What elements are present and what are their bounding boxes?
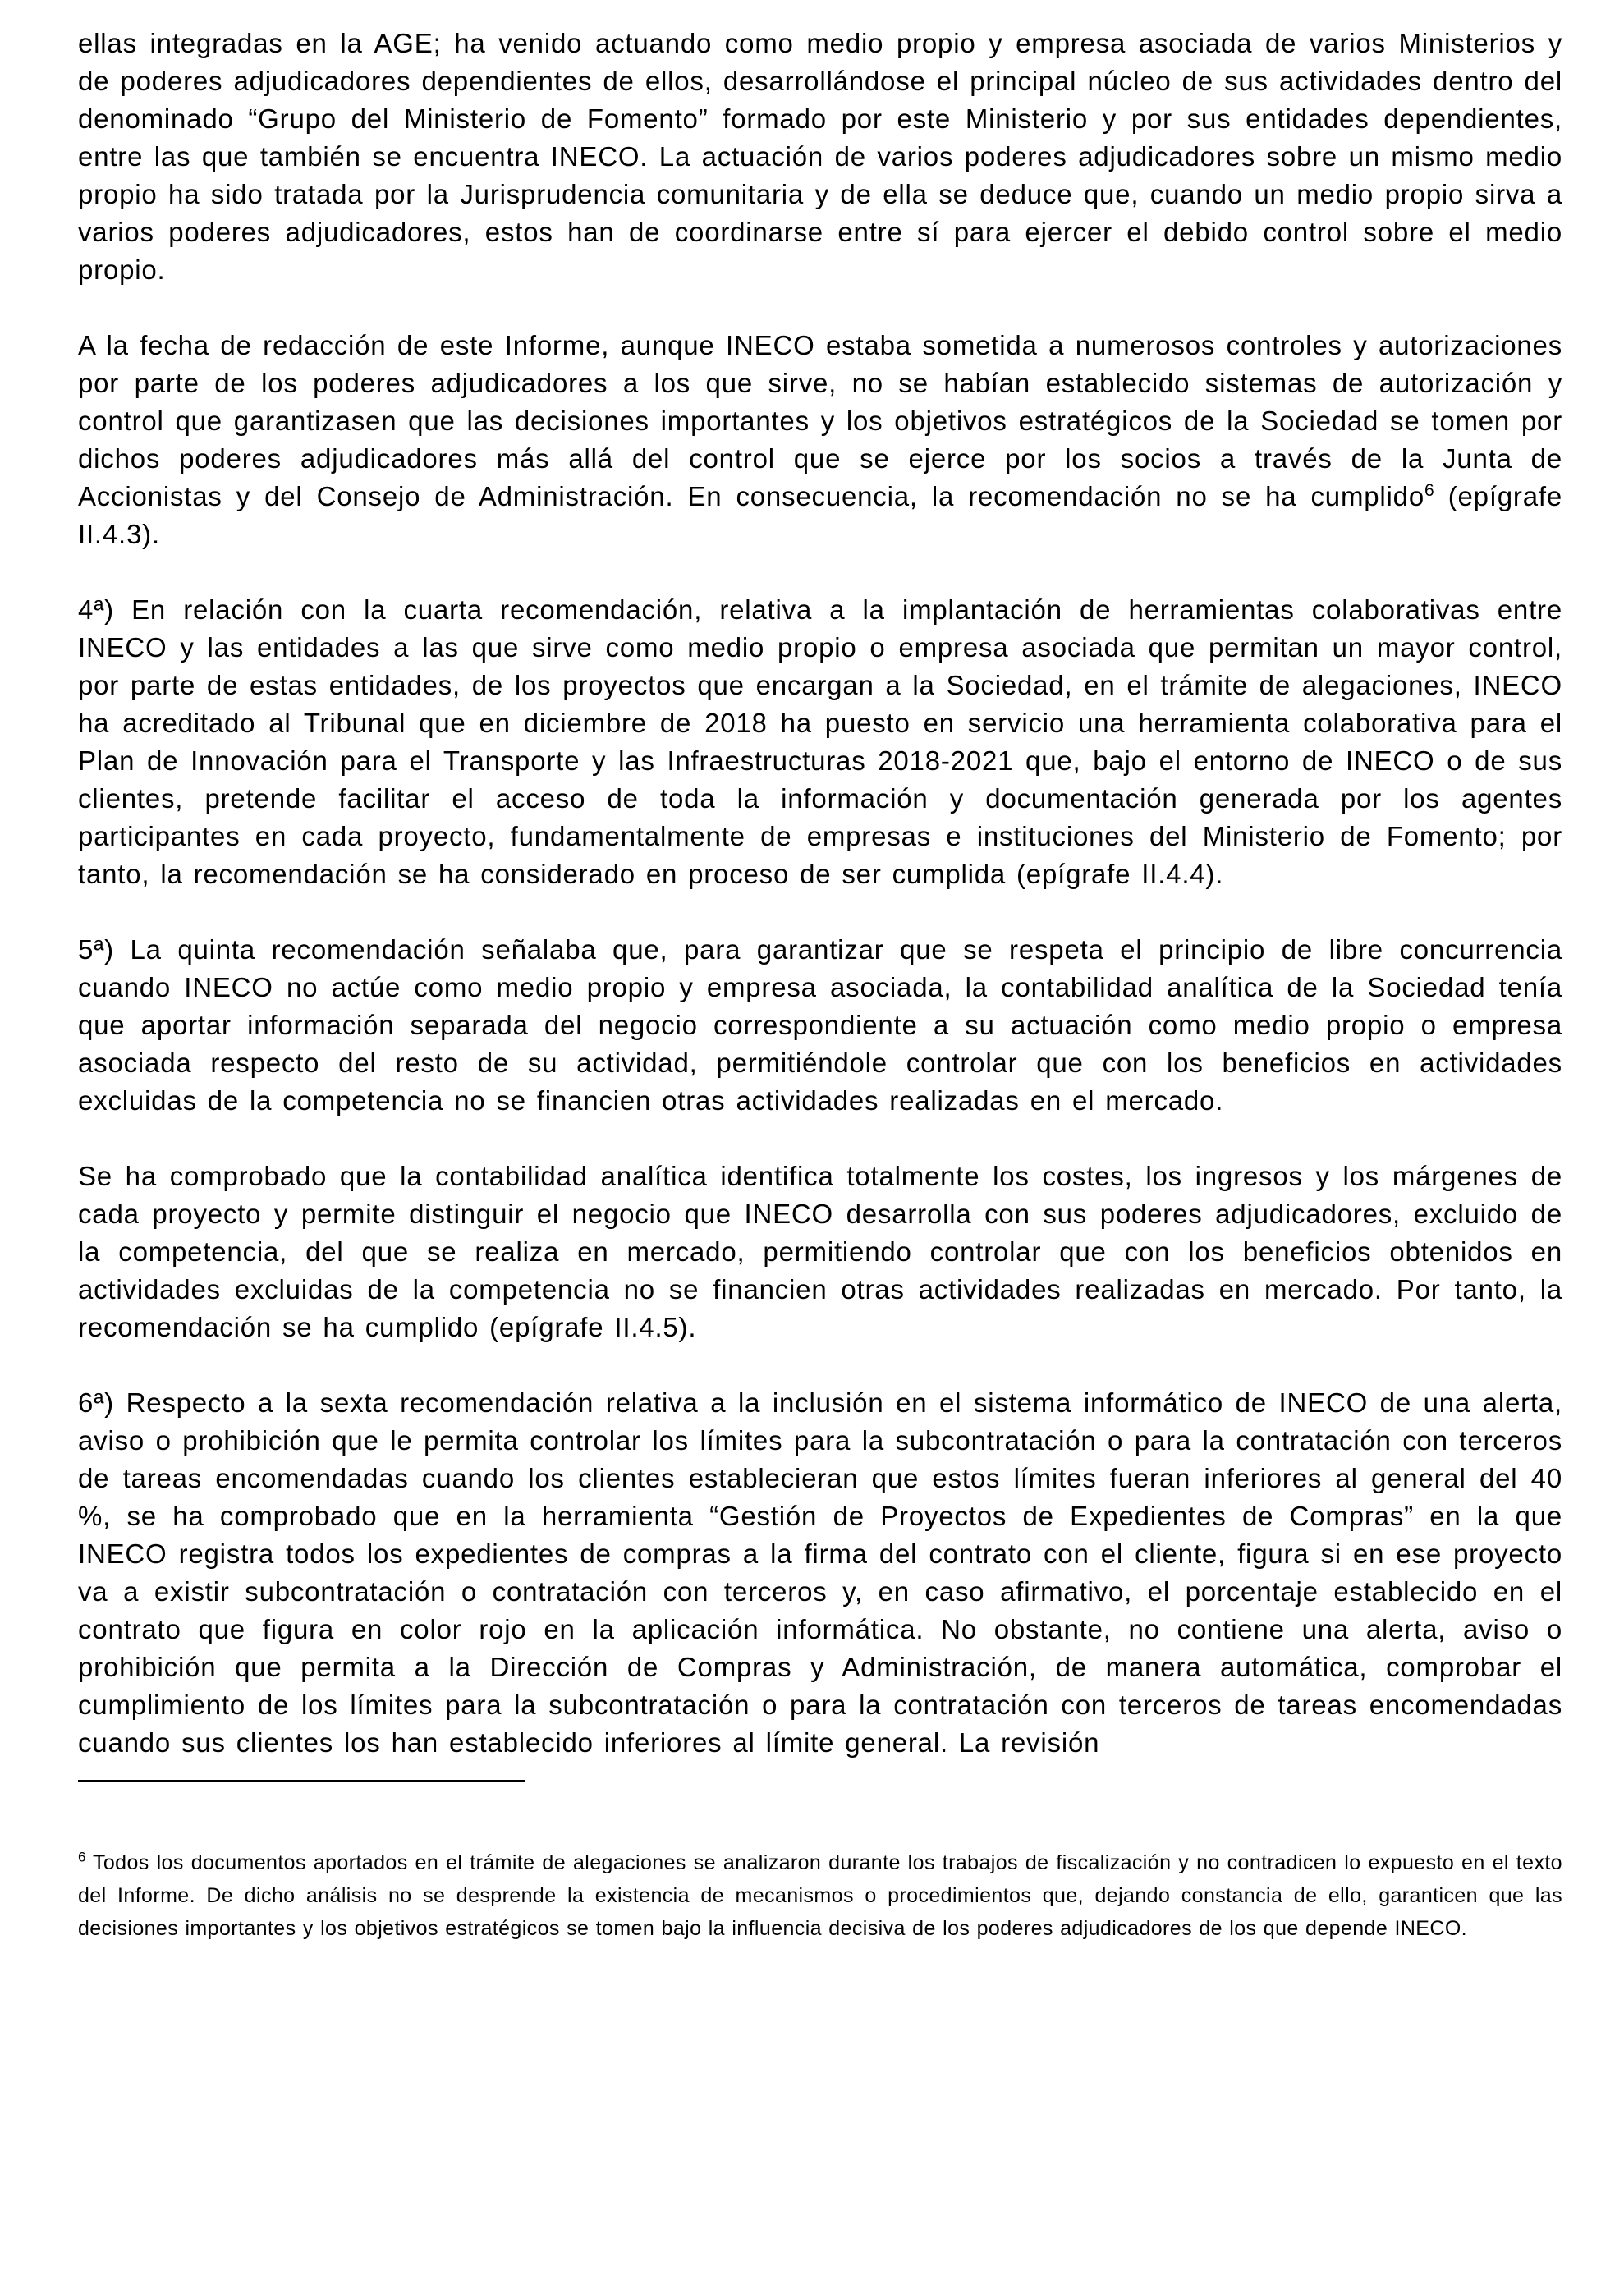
paragraph-recomendacion-3-tail: (epígrafe II.4.3). [78,481,1562,549]
footnote-6-marker: 6 [78,1849,86,1865]
footnote-separator-rule [78,1780,525,1782]
paragraph-recomendacion-3-resultado [78,327,1562,553]
footnote-6-text: Todos los documentos aportados en el trámite de alegaciones se analizaron durante los trabajos de fiscalización y no contradicen lo expuesto en el texto del Informe. De dicho análisis no se desprende la existencia de mecanismos o procedimientos que, dejando constancia de ello, garanticen que las decisiones importantes y los objetivos estratégicos se tomen bajo la influencia decisiva de los poderes adjudicadores de los que depende INECO. [78,1851,1562,1940]
footnote-reference-6: 6 [1424,481,1434,500]
paragraph-recomendacion-3-text: A la fecha de redacción de este Informe, aunque INECO estaba sometida a numerosos controles y autorizaciones por parte de los poderes adjudicadores a los que sirve, no se habían establecido sistemas de autorización y control que garantizasen que las decisiones importantes y los objetivos estratégicos de la Sociedad se tomen por dichos poderes adjudicadores más allá del control que se ejerce por los socios a través de la Junta de Accionistas y del Consejo de Administración. En consecuencia, la recomendación no se ha cumplido [78,330,1562,511]
footnote-6 [78,1846,1562,1945]
paragraph-recomendacion-5-resultado: Se ha comprobado que la contabilidad analítica identifica totalmente los costes, los ingresos y los márgenes de cada proyecto y permite distinguir el negocio que INECO desarrolla con sus poderes adjudicadores, excluido de la competencia, del que se realiza en mercado, permitiendo controlar que con los beneficios obtenidos en actividades excluidas de la competencia no se financien otras actividades realizadas en mercado. Por tanto, la recomendación se ha cumplido (epígrafe II.4.5). [78,1161,1562,1342]
body-text-block [78,25,1562,1762]
paragraph-recomendacion-5: 5ª) La quinta recomendación señalaba que, para garantizar que se respeta el principio de libre concurrencia cuando INECO no actúe como medio propio y empresa asociada, la contabilidad analítica de la Sociedad tenía que aportar información separada del negocio correspondiente a su actuación como medio propio o empresa asociada respecto del resto de su actividad, permitiéndole controlar que con los beneficios en actividades excluidas de la competencia no se financien otras actividades realizadas en el mercado. [78,934,1562,1116]
footnote-block [78,1846,1562,1945]
paragraph-recomendacion-4: 4ª) En relación con la cuarta recomendación, relativa a la implantación de herramientas colaborativas entre INECO y las entidades a las que sirve como medio propio o empresa asociada que permitan un mayor control, por parte de estas entidades, de los proyectos que encargan a la Sociedad, en el trámite de alegaciones, INECO ha acreditado al Tribunal que en diciembre de 2018 ha puesto en servicio una herramienta colaborativa para el Plan de Innovación para el Transporte y las Infraestructuras 2018-2021 que, bajo el entorno de INECO o de sus clientes, pretende facilitar el acceso de toda la información y documentación generada por los agentes participantes en cada proyecto, fundamentalmente de empresas e instituciones del Ministerio de Fomento; por tanto, la recomendación se ha considerado en proceso de ser cumplida (epígrafe II.4.4). [78,594,1562,889]
paragraph-recomendacion-6: 6ª) Respecto a la sexta recomendación relativa a la inclusión en el sistema informático de INECO de una alerta, aviso o prohibición que le permita controlar los límites para la subcontratación o para la contratación con terceros de tareas encomendadas cuando los clientes establecieran que estos límites fueran inferiores al general del 40 %, se ha comprobado que en la herramienta “Gestión de Proyectos de Expedientes de Compras” en la que INECO registra todos los expedientes de compras a la firma del contrato con el cliente, figura si en ese proyecto va a existir subcontratación o contratación con terceros y, en caso afirmativo, el porcentaje establecido en el contrato que figura en color rojo en la aplicación informática. No obstante, no contiene una alerta, aviso o prohibición que permita a la Dirección de Compras y Administración, de manera automática, comprobar el cumplimiento de los límites para la subcontratación o para la contratación con terceros de tareas encomendadas cuando sus clientes los han establecido inferiores al límite general. La revisión [78,1387,1562,1758]
paragraph-continuation-medio-propio: ellas integradas en la AGE; ha venido actuando como medio propio y empresa asociada de varios Ministerios y de poderes adjudicadores dependientes de ellos, desarrollándose el principal núcleo de sus actividades dentro del denominado “Grupo del Ministerio de Fomento” formado por este Ministerio y por sus entidades dependientes, entre las que también se encuentra INECO. La actuación de varios poderes adjudicadores sobre un mismo medio propio ha sido tratada por la Jurisprudencia comunitaria y de ella se deduce que, cuando un medio propio sirva a varios poderes adjudicadores, estos han de coordinarse entre sí para ejercer el debido control sobre el medio propio. [78,28,1562,285]
